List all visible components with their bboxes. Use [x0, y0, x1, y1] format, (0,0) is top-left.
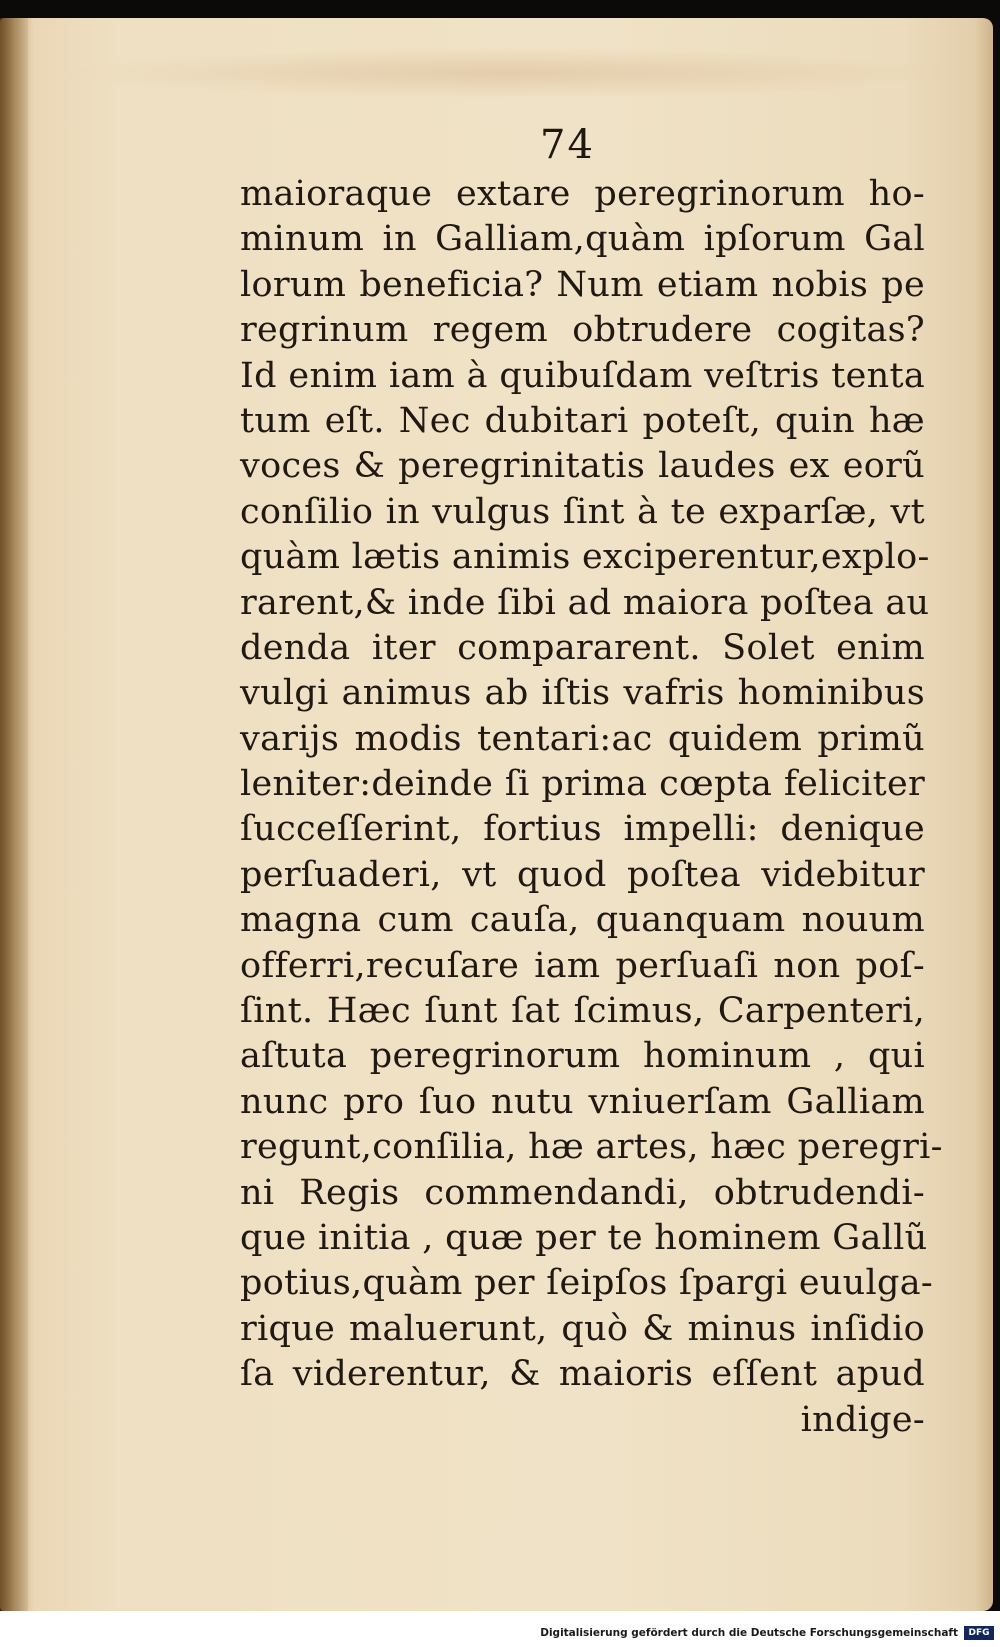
- text-line: tum eſt. Nec dubitari poteſt, quin hæ: [240, 400, 925, 441]
- funding-credit: Digitalisierung gefördert durch die Deutsche Forschungsgemeinschaft: [540, 1627, 958, 1639]
- text-line: regunt,conſilia, hæ artes, hæc peregri-: [240, 1127, 943, 1168]
- text-line: maioraque extare peregrinorum ho-: [240, 174, 925, 214]
- text-line: ſint. Hæc ſunt ſat ſcimus, Carpenteri,: [240, 991, 925, 1032]
- text-line: que initia , quæ per te hominem Gallũ: [240, 1217, 928, 1258]
- text-line: nunc pro ſuo nutu vniuerſam Galliam: [240, 1081, 925, 1122]
- text-line: minum in Galliam,quàm ipſorum Gal: [240, 219, 925, 260]
- text-line: conſilio in vulgus ſint à te exparſæ, vt: [240, 491, 925, 532]
- text-block: [240, 172, 943, 1443]
- text-line: leniter:deinde ſi prima cœpta feliciter: [240, 764, 925, 805]
- text-line: voces & peregrinitatis laudes ex eorũ: [240, 446, 925, 487]
- text-line: lorum beneficia? Num etiam nobis pe: [240, 264, 925, 305]
- dfg-logo: DFG: [964, 1626, 994, 1640]
- text-line: denda iter compararent. Solet enim: [240, 627, 925, 668]
- text-line: potius,quàm per ſeipſos ſpargi euulga-: [240, 1263, 934, 1304]
- page-number: 74: [540, 122, 595, 168]
- text-line: aſtuta peregrinorum hominum , qui: [240, 1036, 925, 1077]
- text-line: rique maluerunt, quò & minus inſidio: [240, 1308, 925, 1349]
- text-line: perſuaderi, vt quod poſtea videbitur: [240, 854, 925, 895]
- text-line: magna cum cauſa, quanquam nouum: [240, 900, 925, 941]
- text-line: quàm lætis animis exciperentur,explo-: [240, 537, 930, 578]
- text-line: ſa viderentur, & maioris eſſent apud: [240, 1354, 925, 1395]
- text-line: rarent,& inde ſibi ad maiora poſtea au: [240, 582, 930, 623]
- text-line: offerri,recuſare iam perſuaſi non poſ-: [240, 945, 925, 986]
- text-line: Id enim iam à quibuſdam veſtris tenta: [240, 355, 925, 396]
- text-line: regrinum regem obtrudere cogitas?: [240, 310, 925, 351]
- text-line: indige-: [800, 1399, 925, 1440]
- paper-stain: [60, 48, 960, 98]
- text-line: varijs modis tentari:ac quidem primũ: [240, 718, 925, 759]
- text-line: ni Regis commendandi, obtrudendi-: [240, 1172, 925, 1213]
- text-line: ſucceſſerint, fortius impelli: denique: [240, 809, 925, 850]
- text-line: vulgi animus ab iſtis vafris hominibus: [240, 673, 925, 714]
